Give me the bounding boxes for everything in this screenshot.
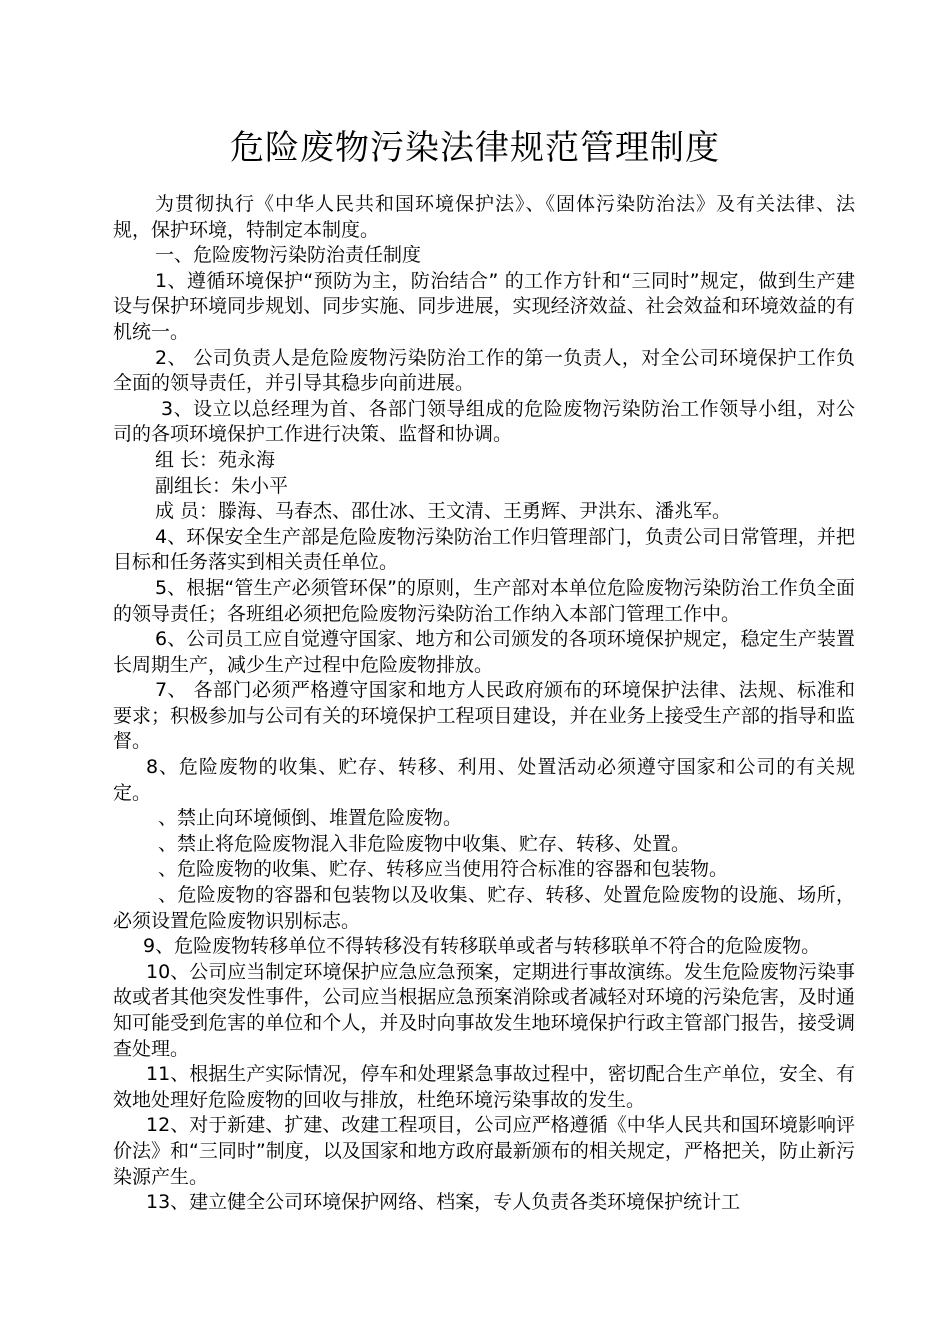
paragraph-intro: 为贯彻执行《中华人民共和国环境保护法》、《固体污染防治法》及有关法律、法规，保护环境，特制定本制度。 [113, 193, 855, 241]
paragraph-item-3: 3、设立以总经理为首、各部门领导组成的危险废物污染防治工作领导小组，对公司的各项环境保护工作进行决策、监督和协调。 [113, 397, 855, 446]
paragraph-item-10: 10、公司应当制定环境保护应急应急预案，定期进行事故演练。发生危险废物污染事故或者其他突发性事件，公司应当根据应急预案消除或者减轻对环境的污染危害，及时通知可能受到危害的单位和个人，并及时向事故发生地环境保护行政主管部门报告，接受调查处理。 [113, 960, 855, 1060]
sub-item-4: 、危险废物的容器和包装物以及收集、贮存、转移、处置危险废物的设施、场所，必须设置危险废物识别标志。 [113, 884, 855, 932]
group-members: 成 员：滕海、马春杰、邵仕冰、王文清、王勇辉、尹洪东、潘兆军。 [155, 500, 732, 523]
paragraph-item-6: 6、公司员工应自觉遵守国家、地方和公司颁发的各项环境保护规定，稳定生产装置长周期生产，减少生产过程中危险废物排放。 [113, 628, 855, 676]
paragraph-item-13: 13、建立健全公司环境保护网络、档案，专人负责各类环境保护统计工 [146, 1191, 741, 1214]
sub-item-3: 、危险废物的收集、贮存、转移应当使用符合标准的容器和包装物。 [158, 858, 729, 881]
paragraph-item-1: 1、遵循环境保护“预防为主，防治结合” 的工作方针和“三同时”规定，做到生产建设与保护环境同步规划、同步实施、同步进展，实现经济效益、社会效益和环境效益的有机统一。 [113, 269, 855, 343]
paragraph-item-9: 9、危险废物转移单位不得转移没有转移联单或者与转移联单不符合的危险废物。 [143, 935, 821, 958]
sub-item-1: 、禁止向环境倾倒、堆置危险废物。 [158, 807, 463, 830]
paragraph-item-12: 12、对于新建、扩建、改建工程项目，公司应严格遵循《中华人民共和国环境影响评价法》和“三同时”制度，以及国家和地方政府最新颁布的相关规定，严格把关，防止新污染源产生。 [113, 1114, 855, 1188]
section-heading: 一、危险废物污染防治责任制度 [155, 244, 422, 267]
paragraph-item-4: 4、环保安全生产部是危险废物污染防治工作归管理部门，负责公司日常管理，并把目标和任务落实到相关责任单位。 [113, 525, 855, 574]
paragraph-item-11: 11、根据生产实际情况，停车和处理紧急事故过程中，密切配合生产单位，安全、有效地处理好危险废物的回收与排放，杜绝环境污染事故的发生。 [113, 1063, 855, 1111]
document-title: 危险废物污染法律规范管理制度 [230, 128, 720, 168]
paragraph-item-8: 8、危险废物的收集、贮存、转移、利用、处置活动必须遵守国家和公司的有关规定。 [113, 756, 855, 804]
group-leader: 组 长：苑永海 [155, 448, 276, 471]
paragraph-item-5: 5、根据“管生产必须管环保”的原则，生产部对本单位危险废物污染防治工作负全面的领导责任；各班组必须把危险废物污染防治工作纳入本部门管理工作中。 [113, 576, 855, 625]
group-deputy-leader: 副组长：朱小平 [155, 474, 289, 497]
document-body [113, 192, 855, 1216]
sub-item-2: 、禁止将危险废物混入非危险废物中收集、贮存、转移、处置。 [158, 832, 691, 855]
paragraph-item-2: 2、 公司负责人是危险废物污染防治工作的第一负责人，对全公司环境保护工作负全面的领导责任，并引导其稳步向前进展。 [113, 346, 855, 395]
paragraph-item-7: 7、 各部门必须严格遵守国家和地方人民政府颁布的环境保护法律、法规、标准和要求；积极参加与公司有关的环境保护工程项目建设，并在业务上接受生产部的指导和监督。 [113, 679, 855, 753]
